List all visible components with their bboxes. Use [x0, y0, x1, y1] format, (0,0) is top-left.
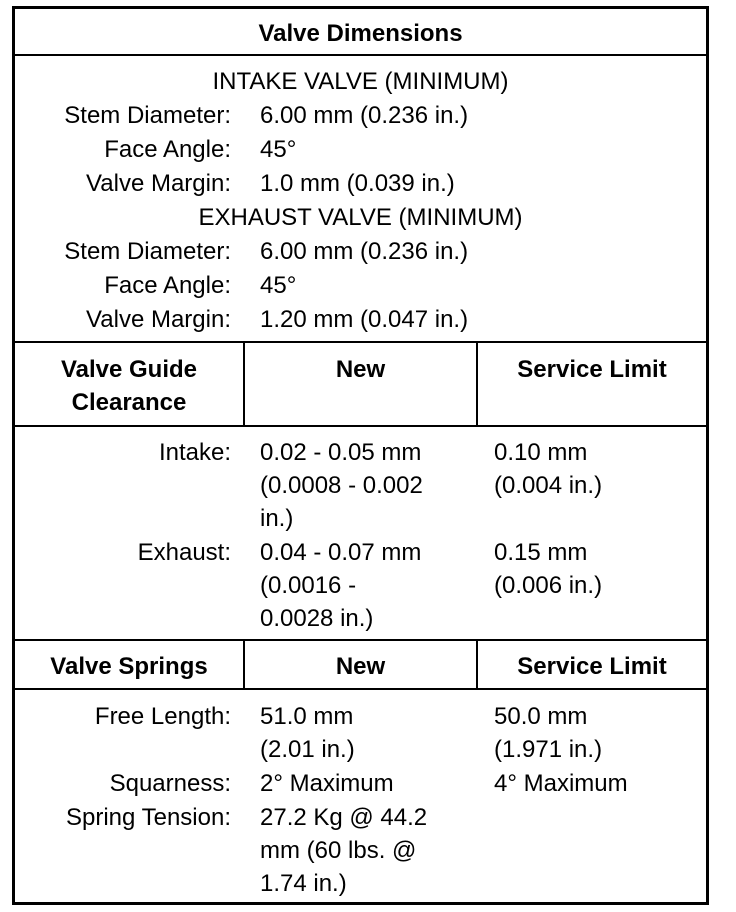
exhaust-face-value: 45°: [260, 272, 297, 299]
divider: [15, 688, 706, 690]
intake-header: INTAKE VALVE (MINIMUM): [212, 68, 509, 95]
exhaust-margin-value: 1.20 mm (0.047 in.): [260, 306, 469, 333]
guide-intake-new: in.): [260, 505, 294, 532]
guide-exhaust-new: (0.0016 -: [260, 572, 357, 599]
guide-exhaust-new: 0.04 - 0.07 mm: [260, 539, 422, 566]
free-length-new: (2.01 in.): [260, 736, 355, 763]
divider: [15, 425, 706, 427]
free-length-limit: 50.0 mm: [494, 703, 588, 730]
divider: [15, 341, 706, 343]
intake-face-value: 45°: [260, 136, 297, 163]
guide-header-new: New: [335, 356, 386, 383]
guide-intake-new: (0.0008 - 0.002: [260, 472, 423, 499]
guide-exhaust-limit: (0.006 in.): [494, 572, 603, 599]
springs-header-limit: Service Limit: [517, 653, 667, 680]
intake-stem-label: Stem Diameter:: [64, 102, 231, 129]
squareness-new: 2° Maximum: [260, 770, 394, 797]
divider: [15, 54, 706, 56]
intake-face-label: Face Angle:: [104, 136, 231, 163]
guide-intake-new: 0.02 - 0.05 mm: [260, 439, 422, 466]
squareness-limit: 4° Maximum: [494, 770, 628, 797]
guide-exhaust-limit: 0.15 mm: [494, 539, 588, 566]
guide-intake-label: Intake:: [158, 439, 231, 466]
valve-dimensions-table: [12, 6, 709, 905]
springs-header: Valve Springs: [50, 653, 208, 680]
guide-header-line1: Valve Guide: [60, 356, 198, 383]
spring-tension-label: Spring Tension:: [66, 804, 231, 831]
divider: [15, 639, 706, 641]
guide-intake-limit: (0.004 in.): [494, 472, 603, 499]
guide-header-line2: Clearance: [71, 389, 187, 416]
guide-header-limit: Service Limit: [517, 356, 667, 383]
exhaust-header: EXHAUST VALVE (MINIMUM): [198, 204, 523, 231]
guide-intake-limit: 0.10 mm: [494, 439, 588, 466]
free-length-label: Free Length:: [94, 703, 231, 730]
exhaust-face-label: Face Angle:: [104, 272, 231, 299]
exhaust-stem-value: 6.00 mm (0.236 in.): [260, 238, 469, 265]
table-title: Valve Dimensions: [258, 20, 463, 47]
intake-margin-label: Valve Margin:: [86, 170, 231, 197]
springs-header-new: New: [335, 653, 386, 680]
spring-tension-new: 27.2 Kg @ 44.2: [260, 804, 428, 831]
intake-margin-value: 1.0 mm (0.039 in.): [260, 170, 455, 197]
free-length-limit: (1.971 in.): [494, 736, 603, 763]
spring-tension-new: 1.74 in.): [260, 870, 347, 897]
free-length-new: 51.0 mm: [260, 703, 354, 730]
exhaust-stem-label: Stem Diameter:: [64, 238, 231, 265]
spring-tension-new: mm (60 lbs. @: [260, 837, 417, 864]
guide-exhaust-new: 0.0028 in.): [260, 605, 374, 632]
intake-stem-value: 6.00 mm (0.236 in.): [260, 102, 469, 129]
squareness-label: Squarness:: [109, 770, 231, 797]
exhaust-margin-label: Valve Margin:: [86, 306, 231, 333]
guide-exhaust-label: Exhaust:: [137, 539, 231, 566]
